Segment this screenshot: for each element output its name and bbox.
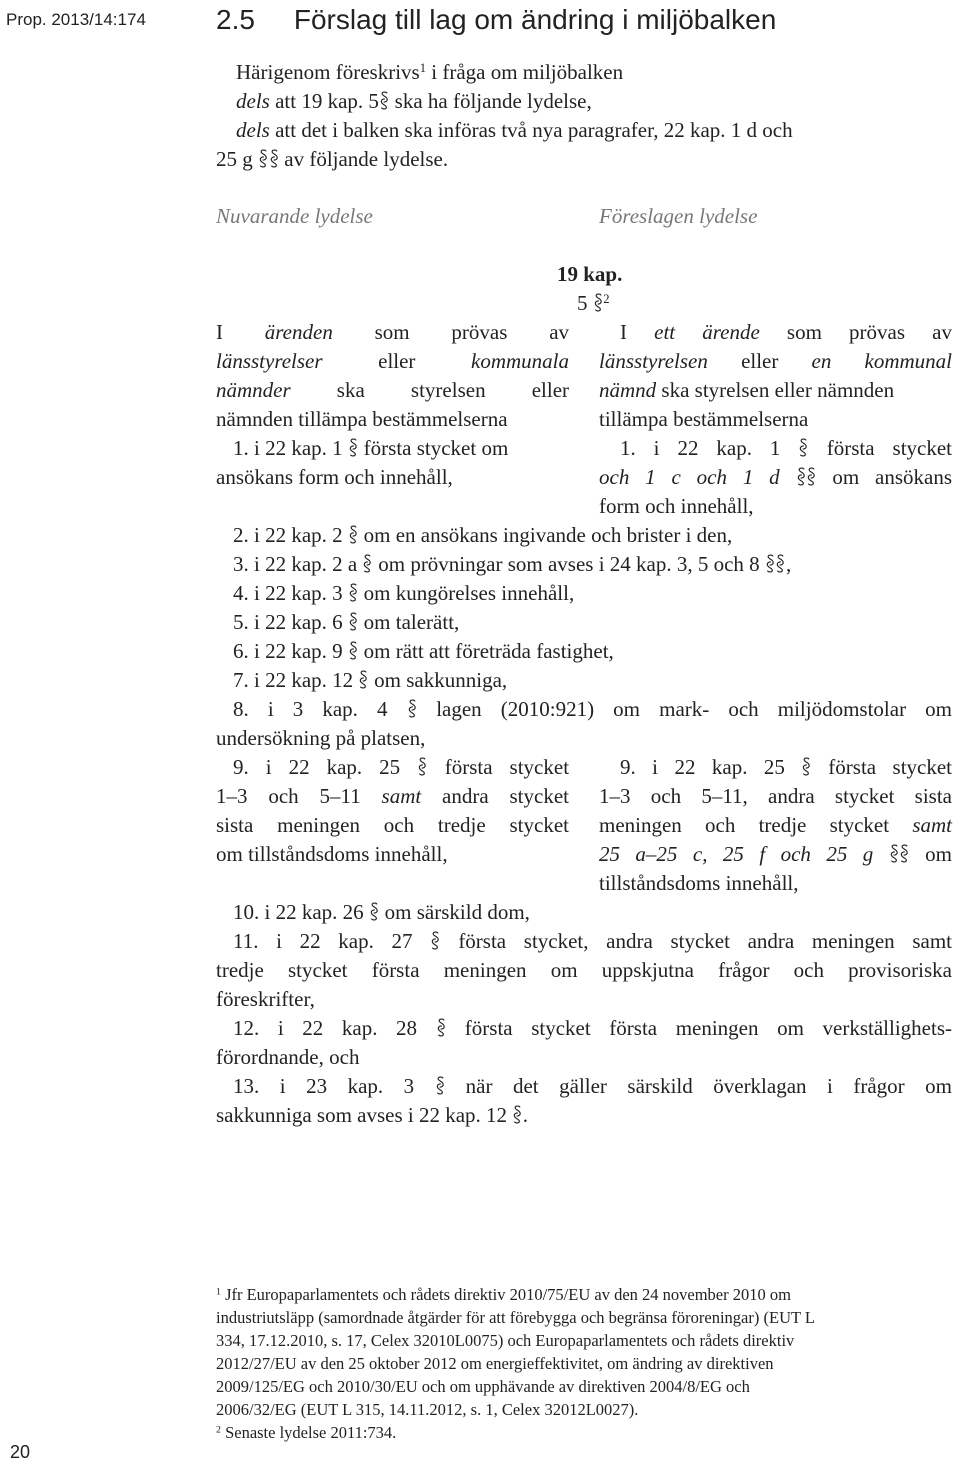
section-sign-icon (348, 524, 359, 545)
section-sign-icon (407, 698, 418, 719)
footnote-1: $^1$ Jfr Europaparlamentets och rådets direktiv 2010/75/EU av den 24 november 2010 om (216, 1285, 791, 1304)
list-item-continuation: tredje stycket första meningen om uppskjutna frågor och provisoriska (216, 958, 952, 982)
current-text-line: ansökans form och innehåll, (216, 465, 453, 489)
footnote-2: $^2$ Senaste lydelse 2011:734. (216, 1423, 397, 1442)
current-text-line: 9. i 22 kap. 25 första stycket (233, 755, 570, 779)
paragraph-label: 5 $^2$ (577, 291, 610, 315)
section-sign-icon (775, 553, 786, 574)
section-sign-icon (269, 148, 280, 169)
section-sign-icon (435, 1075, 446, 1096)
proposed-text-line: länsstyrelsen eller en kommunal (599, 349, 953, 373)
page-number: 20 (10, 1442, 31, 1462)
intro-line-3: dels att det i balken ska införas två nya paragrafer, 22 kap. 1 d och (236, 118, 793, 142)
section-sign-icon (593, 292, 604, 313)
section-sign-icon (796, 466, 807, 487)
section-sign-icon (379, 90, 390, 111)
footnote-1-line: 2012/27/EU av den 25 oktober 2012 om energieffektivitet, om ändring av direktiven (216, 1354, 774, 1373)
section-title: Förslag till lag om ändring i miljöbalken (293, 4, 777, 35)
current-text-line: 1. i 22 kap. 1 första stycket om (233, 436, 509, 460)
section-sign-icon (258, 148, 269, 169)
list-item: 4. i 22 kap. 3 om kungörelses innehåll, (233, 581, 575, 605)
proposed-text-line: nämnd ska styrelsen eller nämnden (599, 378, 895, 402)
footnote-1-line: industriutsläpp (samordnade åtgärder för att förebygga och begränsa föroreningar) (EUT L (216, 1308, 815, 1327)
section-sign-icon (348, 582, 359, 603)
section-sign-icon (765, 553, 776, 574)
current-text-line: nämnden tillämpa bestämmelserna (216, 407, 508, 431)
footnote-1-line: 2006/32/EG (EUT L 315, 14.11.2012, s. 1, Celex 32012L0027). (216, 1400, 639, 1419)
list-item: 3. i 22 kap. 2 a om prövningar som avses i 24 kap. 3, 5 och 8 , (233, 552, 792, 576)
current-text-line: länsstyrelser eller kommunala (216, 349, 569, 373)
proposed-text-line: 25 a–25 c, 25 f och 25 g om (599, 842, 952, 866)
list-item: 5. i 22 kap. 6 om talerätt, (233, 610, 460, 634)
list-item: 2. i 22 kap. 2 om en ansökans ingivande och brister i den, (233, 523, 733, 547)
list-item: 8. i 3 kap. 4 lagen (2010:921) om mark- och miljödomstolar om (233, 697, 952, 721)
list-item: 6. i 22 kap. 9 om rätt att företräda fastighet, (233, 639, 614, 663)
list-item: 11. i 22 kap. 27 första stycket, andra stycket andra meningen samt (233, 929, 952, 953)
list-item: 7. i 22 kap. 12 om sakkunniga, (233, 668, 508, 692)
section-sign-icon (512, 1104, 523, 1125)
proposed-text-line: meningen och tredje stycket samt (599, 813, 953, 837)
footnote-ref-2[interactable]: 2 (603, 292, 610, 307)
footnote-1-line: 334, 17.12.2010, s. 17, Celex 32010L0075) och Europaparlamentets och rådets direktiv (216, 1331, 795, 1350)
list-item: 12. i 22 kap. 28 första stycket första meningen om verkställighets- (233, 1016, 953, 1040)
column-header-proposed: Föreslagen lydelse (599, 204, 758, 228)
section-sign-icon (889, 843, 900, 864)
section-sign-icon (348, 437, 359, 458)
intro-line-1: Härigenom föreskrivs$^1$ i fråga om miljöbalken (236, 60, 624, 84)
section-sign-icon (436, 1017, 447, 1038)
list-item: 10. i 22 kap. 26 om särskild dom, (233, 900, 530, 924)
section-sign-icon (362, 553, 373, 574)
list-item-continuation: sakkunniga som avses i 22 kap. 12 . (216, 1103, 529, 1127)
column-header-current: Nuvarande lydelse (216, 204, 373, 228)
chapter-label: 19 kap. (557, 262, 623, 286)
section-heading (216, 4, 776, 36)
proposed-text-line: 9. i 22 kap. 25 första stycket (620, 755, 953, 779)
intro-line-2: dels att 19 kap. 5 ska ha följande lydelse, (236, 89, 592, 113)
footnote-1-line: 2009/125/EG och 2010/30/EU och om upphävande av direktiven 2004/8/EG och (216, 1377, 750, 1396)
section-sign-icon (430, 930, 441, 951)
proposed-text-line: tillämpa bestämmelserna (599, 407, 809, 431)
proposed-text-line: och 1 c och 1 d om ansökans (599, 465, 953, 489)
section-sign-icon (369, 901, 380, 922)
list-item: 13. i 23 kap. 3 när det gäller särskild överklagan i frågor om (233, 1074, 952, 1098)
proposed-text-line: 1. i 22 kap. 1 första stycket (620, 436, 953, 460)
current-text-line: nämnder ska styrelsen eller (216, 378, 570, 402)
section-sign-icon (417, 756, 428, 777)
proposed-text-line: I ett ärende som prövas av (620, 320, 952, 344)
current-text-line: I ärenden som prövas av (216, 320, 570, 344)
proposed-text-line: form och innehåll, (599, 494, 754, 518)
section-sign-icon (348, 611, 359, 632)
list-item-continuation: föreskrifter, (216, 987, 315, 1011)
section-sign-icon (798, 437, 809, 458)
proposed-text-line: tillståndsdoms innehåll, (599, 871, 799, 895)
current-text-line: om tillståndsdoms innehåll, (216, 842, 448, 866)
section-sign-icon (801, 756, 812, 777)
section-sign-icon (899, 843, 910, 864)
proposition-label: Prop. 2013/14:174 (6, 10, 146, 29)
list-item-continuation: förordnande, och (216, 1045, 360, 1069)
current-text-line: sista meningen och tredje stycket (216, 813, 569, 837)
current-text-line: 1–3 och 5–11 samt andra stycket (216, 784, 569, 808)
section-sign-icon (358, 669, 369, 690)
section-sign-icon (348, 640, 359, 661)
section-sign-icon (806, 466, 817, 487)
intro-line-4: 25 g av följande lydelse. (216, 147, 449, 171)
proposed-text-line: 1–3 och 5–11, andra stycket sista (599, 784, 952, 808)
section-number: 2.5 (216, 4, 255, 35)
footnote-ref-1[interactable]: 1 (419, 61, 426, 76)
list-item-continuation: undersökning på platsen, (216, 726, 426, 750)
